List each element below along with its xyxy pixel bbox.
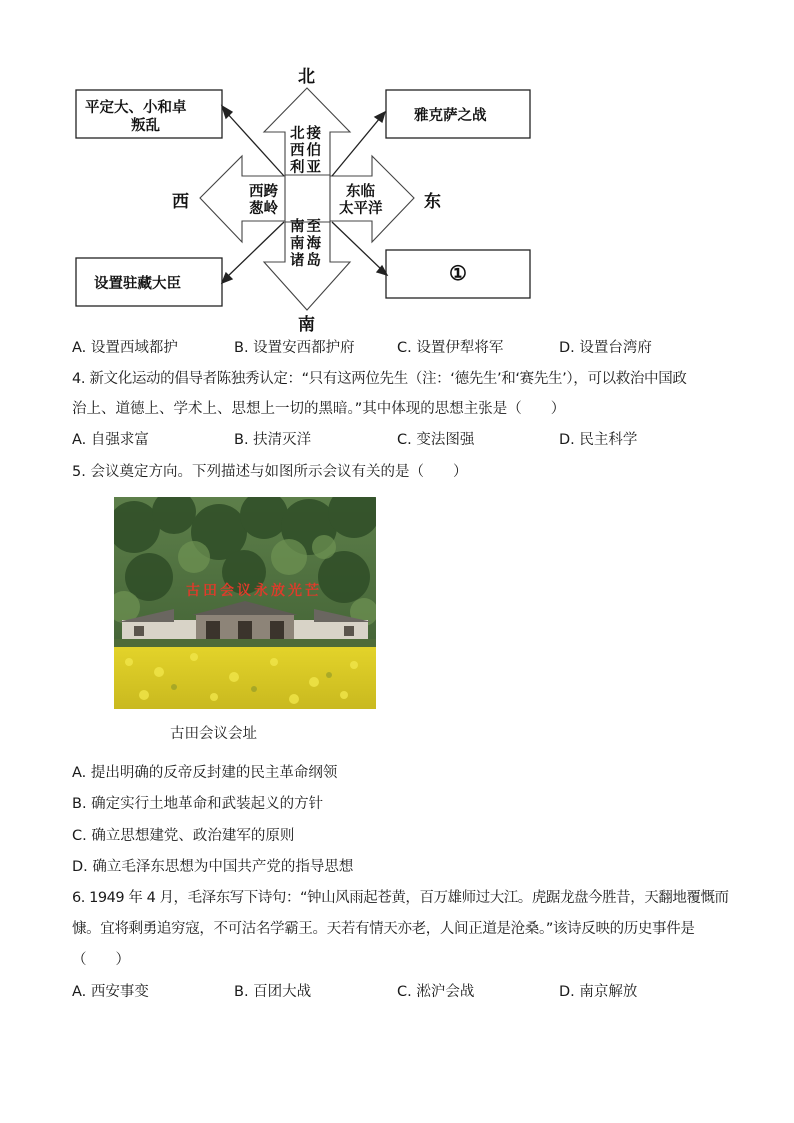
territory-diagram (0, 0, 794, 340)
box-top-left-line2: 叛乱 (131, 117, 160, 134)
center-north-3: 利亚 (290, 159, 323, 176)
q3-option-a[interactable]: A. 设置西域都护 (72, 340, 178, 356)
q3-option-d[interactable]: D. 设置台湾府 (559, 340, 652, 356)
q4-stem-line2: 治上、道德上、学术上、思想上一切的黑暗。”其中体现的思想主张是（ ） (72, 401, 566, 417)
box-top-right-text: 雅克萨之战 (414, 107, 487, 124)
q6-option-a[interactable]: A. 西安事变 (72, 984, 149, 1000)
gutian-meeting-photo (114, 497, 376, 709)
q6-stem-line2: 慷。宜将剩勇追穷寇，不可沽名学霸王。天若有情天亦老，人间正道是沧桑。”该诗反映的历史事件是 (72, 921, 695, 937)
q4-option-b[interactable]: B. 扶清灭洋 (234, 432, 312, 448)
box-top-left-line1: 平定大、小和卓 (85, 99, 187, 116)
center-south-1: 南至 (290, 218, 323, 235)
q5-stem: 5. 会议奠定方向。下列描述与如图所示会议有关的是（ ） (72, 464, 468, 480)
dir-north: 北 (298, 67, 315, 87)
dir-east: 东 (424, 192, 441, 212)
q4-stem-line1: 4. 新文化运动的倡导者陈独秀认定：“只有这两位先生（注：‘德先生’和‘赛先生’），可以救治中国政 (72, 371, 687, 387)
photo-caption: 古田会议会址 (170, 726, 257, 742)
q6-stem-line3: （ ） (72, 952, 130, 968)
center-south-2: 南海 (290, 235, 323, 252)
q3-option-c[interactable]: C. 设置伊犁将军 (397, 340, 504, 356)
q4-option-d[interactable]: D. 民主科学 (559, 432, 638, 448)
q5-option-d[interactable]: D. 确立毛泽东思想为中国共产党的指导思想 (72, 859, 354, 875)
dir-south: 南 (298, 315, 315, 335)
center-east-2: 太平洋 (339, 200, 383, 217)
q6-stem-line1: 6. 1949 年 4 月，毛泽东写下诗句：“钟山风雨起苍黄，百万雄师过大江。虎踞龙盘今胜昔，天翻地覆慨而 (72, 890, 729, 906)
q3-option-b[interactable]: B. 设置安西都护府 (234, 340, 355, 356)
center-north-1: 北接 (290, 125, 323, 142)
q6-option-d[interactable]: D. 南京解放 (559, 984, 638, 1000)
q5-option-c[interactable]: C. 确立思想建党、政治建军的原则 (72, 828, 295, 844)
center-east-1: 东临 (346, 183, 375, 200)
center-west-1: 西跨 (249, 183, 278, 200)
center-west-2: 葱岭 (249, 200, 278, 217)
q4-option-c[interactable]: C. 变法图强 (397, 432, 475, 448)
q6-option-c[interactable]: C. 淞沪会战 (397, 984, 475, 1000)
q5-option-a[interactable]: A. 提出明确的反帝反封建的民主革命纲领 (72, 765, 338, 781)
photo-sign-text: 古田会议永放光芒 (186, 583, 322, 599)
box-bottom-right-text: ① (449, 261, 467, 285)
q6-option-b[interactable]: B. 百团大战 (234, 984, 312, 1000)
center-north-2: 西伯 (290, 142, 323, 159)
dir-west: 西 (172, 192, 189, 212)
center-south-3: 诸岛 (290, 252, 323, 269)
q5-option-b[interactable]: B. 确定实行土地革命和武装起义的方针 (72, 796, 324, 812)
box-bottom-left-text: 设置驻藏大臣 (94, 275, 181, 292)
q4-option-a[interactable]: A. 自强求富 (72, 432, 149, 448)
